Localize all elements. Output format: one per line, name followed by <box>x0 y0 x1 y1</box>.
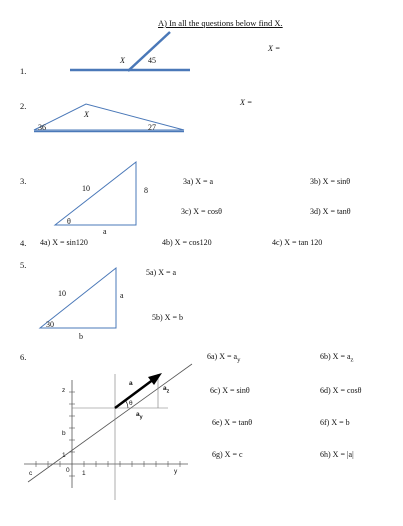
q3-diagram <box>55 162 136 225</box>
q6a-option <box>207 352 240 365</box>
q6c-option: 6c) X = sinθ <box>210 386 250 395</box>
q1-answer: X = <box>268 44 281 53</box>
q6-axis-z: z <box>62 387 66 394</box>
q4c-option: 4c) X = tan 120 <box>272 238 323 247</box>
q5b-option: 5b) X = b <box>152 313 183 322</box>
q2-angle-left: 36 <box>38 123 46 132</box>
q6h-option: 6h) X = |a| <box>320 450 354 459</box>
q4-number: 4. <box>20 238 27 248</box>
q6-axis-y: y <box>174 468 178 475</box>
q2-angle-right: 27 <box>148 123 156 132</box>
q6-theta-label: θ <box>129 400 133 407</box>
q6-number: 6. <box>20 352 27 362</box>
q5-number: 5. <box>20 260 27 270</box>
q5a-option: 5a) X = a <box>146 268 177 277</box>
q6-az-text: a <box>163 385 167 392</box>
q6d-option: 6d) X = cosθ <box>320 386 362 395</box>
q6-ay-label <box>136 411 143 420</box>
q6f-option: 6f) X = b <box>320 418 350 427</box>
q6-az-sub: z <box>166 388 170 395</box>
q4a-option: 4a) X = sin120 <box>40 238 88 247</box>
q6-axis-c: c <box>29 470 33 477</box>
q6-vec-a-label: a <box>129 380 133 387</box>
q5-diagram <box>40 268 116 328</box>
q3-number: 3. <box>20 176 27 186</box>
q3-side-label: 8 <box>144 186 148 195</box>
q6-tick-1: 1 <box>82 470 86 477</box>
q5-side-label: a <box>120 291 124 300</box>
q3a-option: 3a) X = a <box>183 177 214 186</box>
q6b-option <box>320 352 353 365</box>
q2-diagram <box>34 104 184 132</box>
q3d-option: 3d) X = tanθ <box>310 207 351 216</box>
q1-diagram <box>70 32 190 71</box>
q3b-option: 3b) X = sinθ <box>310 177 351 186</box>
q6g-option: 6g) X = c <box>212 450 243 459</box>
q5-base-label: b <box>79 332 83 341</box>
q2-x-label: X <box>84 110 89 119</box>
q6a-text: 6a) X = a <box>207 352 238 361</box>
q6b-sub: z <box>350 356 354 364</box>
q6-ay-text: a <box>136 411 140 418</box>
q3-base-label: a <box>103 227 107 236</box>
q6b-text: 6b) X = a <box>320 352 351 361</box>
q6-b-label: b <box>62 430 66 437</box>
q6-tick-1v: 1 <box>62 452 66 459</box>
q2-answer: X = <box>240 98 253 107</box>
q3-hyp-label: 10 <box>82 184 90 193</box>
q6-tick-0: 0 <box>66 467 70 474</box>
q1-number: 1. <box>20 66 27 76</box>
q6e-option: 6e) X = tanθ <box>212 418 253 427</box>
q5-angle-label: 30 <box>46 320 54 329</box>
q3-angle-label: θ <box>67 217 71 226</box>
q1-angle-label: 45 <box>148 56 156 65</box>
page-title: A) In all the questions below find X. <box>158 18 283 28</box>
q6-ay-sub: y <box>139 414 143 421</box>
q2-number: 2. <box>20 101 27 111</box>
q5-hyp-label: 10 <box>58 289 66 298</box>
q6a-sub: y <box>237 356 241 364</box>
q1-x-label: X <box>120 56 125 65</box>
q6-az-label <box>163 385 169 394</box>
q4b-option: 4b) X = cos120 <box>162 238 212 247</box>
q3c-option: 3c) X = cosθ <box>181 207 222 216</box>
